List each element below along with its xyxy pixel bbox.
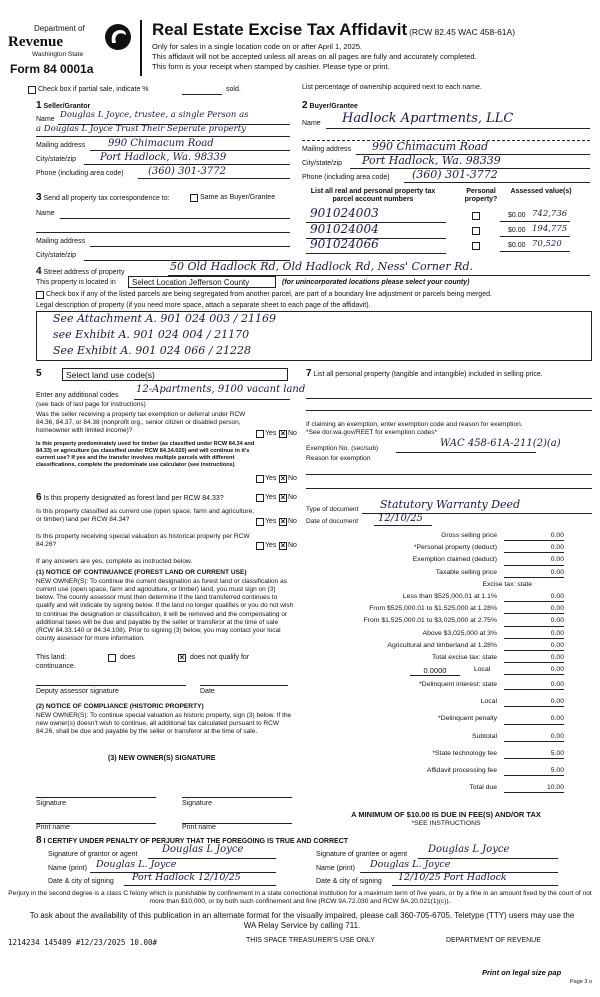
owner-print-label-1: Print name	[36, 824, 70, 831]
street-address-value[interactable]: 50 Old Hadlock Rd, Old Hadlock Rd, Ness' Corner Rd.	[170, 260, 473, 273]
assessed-value[interactable]: 742,736	[532, 209, 568, 219]
total-value[interactable]: 10.00	[504, 784, 564, 793]
legal-line-2: see Exhibit A. 901 024 004 / 21170	[53, 328, 250, 341]
total-label: Total due	[469, 784, 497, 792]
q1-yes-checkbox[interactable]	[256, 430, 264, 438]
q1-no-checkbox[interactable]: ×	[280, 429, 286, 438]
calc-label: Less than $525,000.01 at 1.1%	[402, 593, 497, 600]
notice-continuance-heading: (1) NOTICE OF CONTINUANCE (FOREST LAND OR CURRENT USE)	[36, 569, 247, 576]
street-address-label: 4 Street address of property	[36, 266, 125, 277]
total-value[interactable]: 0.00	[504, 698, 564, 707]
assessed-prefix: $0.00	[508, 242, 526, 249]
parcels-header-2: Personal property?	[464, 188, 498, 204]
deputy-date-label: Date	[200, 688, 215, 695]
same-as-buyer-checkbox[interactable]	[190, 194, 198, 202]
parcel-number[interactable]: 901024003	[310, 206, 379, 220]
minimum-notice: A MINIMUM OF $10.00 IS DUE IN FEE(S) AND/OR TAX	[351, 810, 541, 819]
personal-property-checkbox[interactable]	[472, 227, 480, 235]
owner-print-label-2: Print name	[182, 824, 216, 831]
q2-yes-checkbox[interactable]	[256, 475, 264, 483]
answers-instruction: If any answers are yes, complete as instructed below.	[36, 558, 193, 565]
seller-heading: 1 Seller/Grantor	[36, 100, 91, 111]
calc-value[interactable]: 0.00	[504, 617, 564, 626]
local-label: Local	[474, 666, 491, 673]
total-label: *State technology fee	[432, 749, 497, 757]
cashier-stamp: 1214234 145409 #12/23/2025 10.00#	[8, 938, 158, 947]
buyer-name-value[interactable]: Hadlock Apartments, LLC	[342, 111, 514, 126]
total-row	[300, 750, 592, 761]
legal-desc-label: Legal description of property (if you need more space, attach a separate sheet to each page of the affidavit).	[36, 302, 371, 309]
total-value[interactable]: 0.00	[504, 681, 564, 690]
owner-signature-label-1: Signature	[36, 800, 66, 807]
seller-name-value-2[interactable]: a Douglas L Joyce Trust Their Seperate property	[36, 124, 246, 134]
same-as-buyer-label: Same as Buyer/Grantee	[200, 194, 276, 201]
located-label: This property is located in	[36, 279, 116, 286]
treasurer-use: THIS SPACE TREASURER'S USE ONLY	[246, 937, 375, 944]
historic-yes-checkbox[interactable]	[256, 542, 264, 550]
located-note: (for unincorporated locations please select your county)	[282, 279, 470, 286]
total-label: Subtotal	[472, 732, 497, 740]
current-use-yes-checkbox[interactable]	[256, 518, 264, 526]
total-value[interactable]: 5.00	[504, 750, 564, 759]
calc-row	[300, 654, 592, 665]
does-checkbox[interactable]	[108, 654, 116, 662]
total-label: *Delinquent interest: state	[419, 681, 497, 688]
exemption-no-value[interactable]: WAC 458-61A-211(2)(a)	[440, 438, 561, 449]
historic-no-checkbox[interactable]: ×	[280, 541, 286, 550]
current-use-no-checkbox[interactable]: ×	[280, 517, 286, 526]
parcels-header-3: Assessed value(s)	[510, 188, 572, 195]
dor-logo	[8, 18, 136, 78]
additional-codes-label: Enter any additional codes	[36, 392, 119, 399]
calc-value[interactable]: 0.00	[504, 630, 564, 639]
grantor-name-label: Name (print)	[48, 865, 87, 872]
correspondence-heading: 3 Send all property tax correspondence to:	[36, 192, 170, 203]
grantee-name[interactable]: Douglas L. Joyce	[370, 859, 451, 870]
calc-row	[300, 593, 592, 604]
alt-format-notice: To ask about the availability of this publication in an alternate format for the visually impaired, please call 360-705-6705. Teletype (TTY) users may use the WA Relay Service by calling 711.	[29, 911, 575, 930]
grantee-signature[interactable]: Douglas L Joyce	[428, 844, 510, 855]
grantor-sig-label: Signature of grantor or agent	[48, 851, 138, 858]
calc-value[interactable]: 0.00	[504, 642, 564, 651]
grantor-signature[interactable]: Douglas L Joyce	[162, 844, 244, 855]
calc-value[interactable]: 0.00	[504, 569, 564, 578]
subtitle-1: Only for sales in a single location code on or after April 1, 2025.	[152, 42, 363, 51]
page-number: Page 3 o	[570, 979, 593, 985]
forest-no-checkbox[interactable]: ×	[280, 493, 286, 502]
total-row	[300, 698, 592, 709]
parcel-number[interactable]: 901024004	[310, 222, 379, 236]
corr-name-label: Name	[36, 210, 55, 217]
calc-row	[300, 642, 592, 653]
buyer-mailing-label: Mailing address	[302, 146, 352, 153]
calc-row	[300, 544, 592, 555]
ownership-note: List percentage of ownership acquired next to each name.	[302, 84, 482, 91]
section-5-number: 5	[36, 368, 42, 379]
assessed-value[interactable]: 194,775	[532, 224, 568, 234]
buyer-mailing-value[interactable]: 990 Chimacum Road	[372, 140, 489, 153]
calc-row	[300, 556, 592, 567]
q2-no-checkbox[interactable]: ×	[280, 474, 286, 483]
personal-property-checkbox[interactable]	[472, 242, 480, 250]
header-divider	[140, 20, 142, 76]
seller-mailing-label: Mailing address	[36, 142, 86, 149]
exemption-no-label: Exemption No. (sec/sub)	[306, 445, 379, 452]
perjury-notice: Perjury in the second degree is a class C felony which is punishable by confinement in a state correctional institution for a maximum term of five years, or by a fine in an amount fixed by the court of not more than $10,000, or by both such confinement and fine (RCW 9A.72.030 and RCW 9A.20.021(1)(c)).	[8, 890, 592, 906]
legal-line-3: See Exhibit A. 901 024 066 / 21228	[53, 344, 251, 357]
timber-question: Is this property predominately used for timber (as classified under RCW 84.34 and 84.33) or agriculture (as classified under RCW 84.34.020) and will continue in it's current use? If yes and the transfer involves multiple parcels with different classifications, complete the predominate use calculator (see instructions)	[36, 441, 255, 468]
see-instructions: *SEE INSTRUCTIONS	[411, 820, 481, 827]
notice-continuance-body: NEW OWNER(S): To continue the current designation as forest land or classification as current use (open space, farm and agriculture, or timber) land, you must sign on (3) below. The county assessor must then determine if the land transferred continues to qualify and will indicate by signing below. If the land no longer qualifies or you do not wish to continue the designation or classification, it will be removed and the compensating or additional taxes will be due and payable by the seller or transferor at the time of sale (RCW 84.33.140 or 84.34.108). Prior to signing (3) below, you may contact your local county assessor for more information.	[36, 578, 294, 642]
continuance-label: continuance.	[36, 663, 76, 670]
total-label: Affidavit processing fee	[426, 767, 497, 774]
calc-label: Exemption claimed (deduct)	[412, 556, 497, 564]
buyer-city-value[interactable]: Port Hadlock, Wa. 98339	[362, 154, 501, 167]
doc-date-value[interactable]: 12/10/25	[378, 513, 423, 524]
grantee-date-city[interactable]: 12/10/25 Port Hadlock	[398, 872, 507, 883]
seller-phone-label: Phone (including area code)	[36, 170, 124, 177]
segregated-checkbox[interactable]	[36, 291, 44, 299]
grantee-sig-label: Signature of grantee or agent	[316, 851, 408, 858]
total-row	[300, 767, 592, 778]
seller-phone-value[interactable]: (360) 301-3772	[148, 166, 226, 177]
dor-footer: DEPARTMENT OF REVENUE	[446, 937, 541, 944]
personal-property-label: 7 List all personal property (tangible and intangible) included in selling price.	[306, 368, 543, 379]
calc-value[interactable]: 0.00	[504, 544, 564, 553]
seller-mailing-value[interactable]: 990 Chimacum Road	[108, 138, 214, 149]
calc-label: Excise tax: state	[482, 580, 532, 588]
dor-logo-icon	[104, 23, 132, 51]
calc-label: From $1,525,000.01 to $3,025,000 at 2.75%	[363, 617, 497, 625]
partial-sale-label: Check box if partial sale, indicate %	[38, 86, 149, 93]
calc-label: Gross selling price	[441, 532, 497, 539]
parcel-number[interactable]: 901024066	[310, 237, 379, 251]
notice-compliance-heading: (2) NOTICE OF COMPLIANCE (HISTORIC PROPERTY)	[36, 703, 204, 710]
current-use-question: Is this property classified as current use (open space, farm and agriculture, or timber) land per RCW 84.34?	[36, 508, 255, 523]
dept-line3: Washington State	[32, 51, 84, 58]
seller-name-label: Name	[36, 116, 55, 123]
location-select[interactable]: Select Location Jefferson County	[128, 276, 276, 288]
calc-value[interactable]: 0.00	[504, 654, 564, 663]
parcels-header-1: List all real and personal property tax parcel account numbers	[310, 188, 436, 204]
legal-desc-box[interactable]	[36, 311, 592, 361]
calc-row	[300, 605, 592, 616]
calc-label: Agricultural and timberland at 1.28%	[387, 641, 497, 649]
historic-question: Is this property receiving special valuation as historical property per RCW 84.26?	[36, 533, 250, 548]
partial-sold-label: sold.	[226, 86, 241, 93]
exemption-intro: If claiming an exemption, enter exemption code and reason for exemption. *See dor.wa.gov/REET for exemption codes*	[306, 421, 523, 436]
calc-label: Total excise tax: state	[432, 654, 497, 661]
seller-city-value[interactable]: Port Hadlock, Wa. 98339	[100, 152, 227, 163]
total-row	[300, 715, 592, 726]
buyer-city-label: City/state/zip	[302, 160, 343, 167]
grantor-name[interactable]: Douglas L. Joyce	[96, 859, 177, 870]
personal-property-checkbox[interactable]	[472, 212, 480, 220]
calc-value[interactable]: 0.00	[504, 556, 564, 565]
exemption-question: Was the seller receiving a property tax exemption or deferral under RCW 84.36, 84.37, or 84.38 (nonprofit org., senior citizen or disabled person, homeowner with limited income)?	[36, 411, 246, 434]
grantor-date-label: Date & city of signing	[48, 878, 114, 885]
doc-type-label: Type of document	[306, 506, 359, 513]
page-title: Real Estate Excise Tax Affidavit (RCW 82.45 WAC 458-61A)	[152, 20, 516, 39]
legal-line-1: See Attachment A. 901 024 003 / 21169	[53, 312, 276, 325]
total-row	[300, 681, 592, 692]
total-value[interactable]: 0.00	[504, 715, 564, 724]
new-owner-signature-heading: (3) NEW OWNER(S) SIGNATURE	[108, 755, 216, 762]
total-row	[300, 733, 592, 744]
land-use-select[interactable]: Select land use code(s)	[62, 368, 288, 381]
subtitle-3: This form is your receipt when stamped by cashier. Please type or print.	[152, 62, 390, 71]
local-value[interactable]: 0.00	[504, 666, 564, 675]
calc-label: *Personal property (deduct)	[413, 544, 497, 552]
certify-heading: 8 I CERTIFY UNDER PENALTY OF PERJURY THAT THE FOREGOING IS TRUE AND CORRECT	[36, 835, 349, 846]
grantee-date-label: Date & city of signing	[316, 878, 382, 885]
calc-row	[300, 569, 592, 580]
buyer-name-label: Name	[302, 120, 321, 127]
calc-row	[300, 617, 592, 628]
local-rate-value[interactable]: 0.0000	[410, 666, 460, 676]
calc-label: Above $3,025,000 at 3%	[422, 629, 497, 637]
total-value[interactable]: 5.00	[504, 767, 564, 776]
additional-codes-value[interactable]: 12-Apartments, 9100 vacant land	[136, 384, 306, 395]
doc-date-label: Date of document	[306, 518, 359, 525]
buyer-phone-label: Phone (including area code)	[302, 174, 390, 181]
seller-name-value[interactable]: Douglas L Joyce, trustee, a single Person as	[60, 110, 249, 120]
forest-question: 6 Is this property designated as forest land per RCW 84.33?	[36, 492, 224, 503]
buyer-phone-value[interactable]: (360) 301-3772	[412, 168, 498, 181]
total-label: *Delinquent penalty	[438, 715, 497, 723]
total-label: Local	[480, 698, 497, 706]
assessed-prefix: $0.00	[508, 227, 526, 234]
this-land-label: This land:	[36, 654, 67, 661]
corr-city-label: City/state/zip	[36, 252, 77, 259]
dept-line1: Department of	[34, 24, 85, 33]
reason-label: Reason for exemption	[306, 455, 371, 462]
subtitle-2: This affidavit will not be accepted unless all areas on all pages are fully and accurately completed.	[152, 52, 477, 61]
assessed-prefix: $0.00	[508, 212, 526, 219]
calc-row	[300, 532, 592, 543]
grantee-name-label: Name (print)	[316, 865, 355, 872]
calc-label: Taxable selling price	[435, 568, 497, 576]
calc-value[interactable]: 0.00	[504, 605, 564, 614]
forest-yes-checkbox[interactable]	[256, 494, 264, 502]
seller-city-label: City/state/zip	[36, 156, 77, 163]
calc-row	[300, 630, 592, 641]
owner-signature-label-2: Signature	[182, 800, 212, 807]
assessed-value[interactable]: 70,520	[532, 239, 562, 249]
segregated-label: Check box if any of the listed parcels are being segregated from another parcel, are part of a boundary line adjustment or parcels being merged.	[46, 291, 492, 298]
does-not-checkbox[interactable]: ×	[179, 653, 185, 662]
doc-type-value[interactable]: Statutory Warranty Deed	[380, 498, 521, 511]
dept-line2: Revenue	[8, 34, 63, 50]
total-value[interactable]: 0.00	[504, 733, 564, 742]
calc-value[interactable]: 0.00	[504, 532, 564, 541]
total-row	[300, 784, 592, 795]
buyer-heading: 2 Buyer/Grantee	[302, 100, 358, 111]
partial-sale-checkbox[interactable]	[28, 86, 36, 94]
calc-label: From $525,000.01 to $1,525,000 at 1.28%	[369, 605, 497, 613]
grantor-date-city[interactable]: Port Hadlock 12/10/25	[132, 872, 241, 883]
notice-compliance-body: NEW OWNER(S): To continue special valuation as historic property, sign (3) below. If the new owner(s) doesn't wish to continue, all additional tax calculated pursuant to RCW 84.26, shall be due and payable by the seller or transferor at the time of sale.	[36, 712, 292, 736]
corr-mailing-label: Mailing address	[36, 238, 86, 245]
see-back-note: (see back of last page for instructions)	[36, 401, 146, 408]
calc-row	[300, 581, 592, 592]
form-number: Form 84 0001a	[10, 62, 94, 76]
deputy-signature-label: Deputy assessor signature	[36, 688, 119, 695]
calc-value[interactable]: 0.00	[504, 593, 564, 602]
legal-size-note: Print on legal size pap	[482, 968, 562, 977]
